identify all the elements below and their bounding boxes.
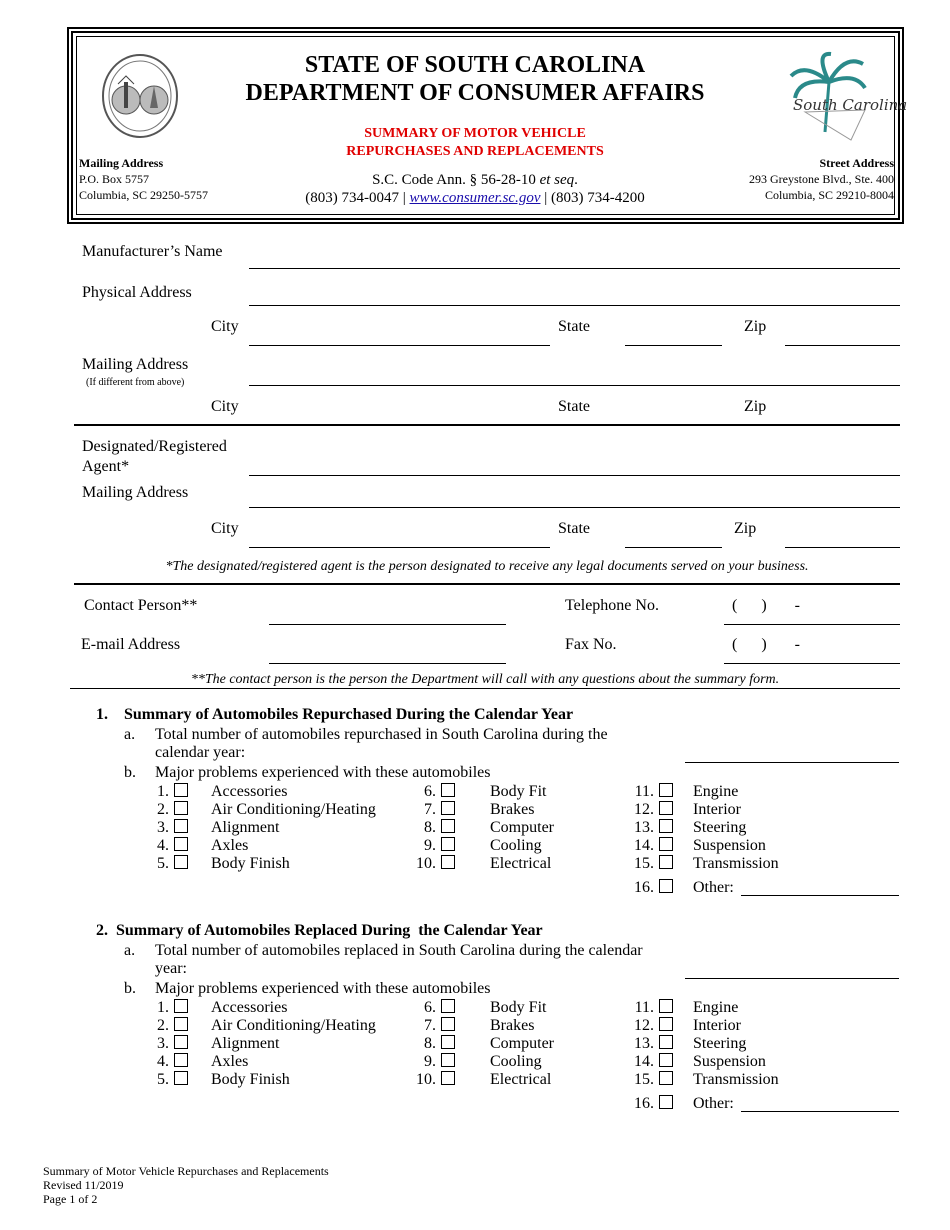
subtitle-line1: SUMMARY OF MOTOR VEHICLE <box>364 126 586 141</box>
problem-item <box>412 837 542 855</box>
problem-item <box>630 1035 747 1053</box>
problem-item <box>630 783 739 801</box>
mailing-address-note: (If different from above) <box>86 377 185 388</box>
section1-total-field[interactable] <box>685 762 899 763</box>
section1-problem-checkbox[interactable] <box>659 819 673 833</box>
fax-label: Fax No. <box>565 636 617 653</box>
state-label-1: State <box>558 318 590 335</box>
problem-label: Body Fit <box>490 783 547 800</box>
section1-problem-checkbox[interactable] <box>174 837 188 851</box>
mailing-address-block: Mailing Address P.O. Box 5757 Columbia, SC 29250-5757 <box>79 156 209 202</box>
problem-label: Suspension <box>693 1053 766 1070</box>
section2-b-text: Major problems experienced with these automobiles <box>155 980 491 997</box>
section1-problem-checkbox[interactable] <box>441 855 455 869</box>
problem-number: 13. <box>634 819 654 836</box>
problem-item <box>145 819 280 837</box>
problem-number: 12. <box>634 1017 654 1034</box>
section2-problem-checkbox[interactable] <box>659 1035 673 1049</box>
section2-problem-checkbox[interactable] <box>441 999 455 1013</box>
section2-problem-checkbox[interactable] <box>174 1053 188 1067</box>
zip-field-1[interactable] <box>785 345 900 346</box>
title-line2: DEPARTMENT OF CONSUMER AFFAIRS <box>245 80 705 106</box>
fax-format: ( ) - <box>732 636 800 653</box>
zip-label-3: Zip <box>734 520 757 537</box>
section1-problem-checkbox[interactable] <box>441 783 455 797</box>
city-field-3[interactable] <box>249 547 550 548</box>
section-divider-3 <box>70 688 900 689</box>
section1-problem-checkbox[interactable] <box>659 783 673 797</box>
problem-item <box>145 1071 290 1089</box>
section1-other-row: 16. Other: <box>634 879 734 896</box>
problem-item <box>412 819 554 837</box>
problem-item <box>145 999 288 1017</box>
zip-field-3[interactable] <box>785 547 900 548</box>
problem-label: Transmission <box>693 1071 779 1088</box>
problem-number: 11. <box>634 783 654 800</box>
agent-mailing-label: Mailing Address <box>82 484 189 501</box>
telephone-label: Telephone No. <box>565 597 659 614</box>
manufacturer-field[interactable] <box>249 268 900 269</box>
section2-other-row: 16. Other: <box>634 1095 734 1112</box>
problem-label: Steering <box>693 819 747 836</box>
problem-item <box>630 1017 741 1035</box>
problem-number: 6. <box>424 783 436 800</box>
problem-item <box>412 1035 554 1053</box>
section2-problems-col1 <box>145 999 376 1089</box>
consumer-affairs-logo-icon <box>785 52 908 142</box>
problem-label: Transmission <box>693 855 779 872</box>
section1-problem-checkbox[interactable] <box>174 801 188 815</box>
problem-item <box>145 801 376 819</box>
website-link[interactable]: www.consumer.sc.gov <box>409 190 541 206</box>
problem-number: 10. <box>416 855 436 872</box>
problem-label: Computer <box>490 819 554 836</box>
telephone-format: ( ) - <box>732 597 800 614</box>
problem-number: 2. <box>157 801 169 818</box>
problem-number: 7. <box>424 801 436 818</box>
section1-other-field[interactable] <box>741 895 899 896</box>
problem-item <box>630 999 739 1017</box>
section2-problems-col3 <box>630 999 779 1089</box>
problem-label: Accessories <box>211 999 288 1016</box>
problem-label: Computer <box>490 1035 554 1052</box>
problem-number: 1. <box>157 783 169 800</box>
problem-label: Engine <box>693 783 739 800</box>
page-footer: Summary of Motor Vehicle Repurchases and Replacements Revised 11/2019 Page 1 of 2 <box>43 1164 329 1206</box>
state-seal-icon <box>100 52 180 140</box>
problem-number: 14. <box>634 837 654 854</box>
section2-problem-checkbox[interactable] <box>441 1017 455 1031</box>
section2-b-label: b. <box>124 980 136 997</box>
agent-mailing-field[interactable] <box>249 507 900 508</box>
section2-a-text: Total number of automobiles replaced in South Carolina during the calendar year: <box>155 942 643 977</box>
problem-number: 15. <box>634 855 654 872</box>
section2-problem-checkbox[interactable] <box>174 999 188 1013</box>
problem-label: Alignment <box>211 1035 280 1052</box>
problem-item <box>145 855 290 873</box>
contact-person-field[interactable] <box>269 624 506 625</box>
section2-problem-checkbox[interactable] <box>441 1071 455 1085</box>
section2-problem-checkbox[interactable] <box>174 1071 188 1085</box>
section1-a-label: a. <box>124 726 136 743</box>
code-citation: S.C. Code Ann. § 56-28-10 et seq. <box>372 172 578 188</box>
problem-number: 3. <box>157 1035 169 1052</box>
problem-item <box>412 1017 535 1035</box>
problem-label: Accessories <box>211 783 288 800</box>
logo-text: South Carolina <box>793 96 908 114</box>
section2-checkbox-16[interactable] <box>659 1095 673 1109</box>
section1-problem-checkbox[interactable] <box>441 801 455 815</box>
contact-footnote: **The contact person is the person the Department will call with any questions about the summary form. <box>190 672 780 687</box>
problem-number: 8. <box>424 1035 436 1052</box>
problem-label: Air Conditioning/Heating <box>211 801 376 818</box>
problem-item <box>412 1071 552 1089</box>
section1-problem-checkbox[interactable] <box>174 819 188 833</box>
city-label-3: City <box>211 520 239 537</box>
section2-problems-col2 <box>412 999 554 1089</box>
city-field-1[interactable] <box>249 345 550 346</box>
physical-address-label: Physical Address <box>82 284 192 301</box>
city-label-1: City <box>211 318 239 335</box>
title-line1: STATE OF SOUTH CAROLINA <box>304 52 646 78</box>
problem-label: Interior <box>693 1017 741 1034</box>
section2-total-field[interactable] <box>685 978 899 979</box>
problem-number: 10. <box>416 1071 436 1088</box>
section-divider-1 <box>74 424 900 426</box>
problem-number: 7. <box>424 1017 436 1034</box>
problem-number: 5. <box>157 1071 169 1088</box>
section1-problem-checkbox[interactable] <box>441 837 455 851</box>
problem-item <box>630 855 779 873</box>
problem-number: 12. <box>634 801 654 818</box>
agent-footnote: *The designated/registered agent is the person designated to receive any legal documents served on your business. <box>165 559 809 574</box>
problem-number: 9. <box>424 1053 436 1070</box>
problem-label: Electrical <box>490 855 552 872</box>
section2-problem-checkbox[interactable] <box>441 1053 455 1067</box>
problem-label: Interior <box>693 801 741 818</box>
section2-problem-checkbox[interactable] <box>174 1035 188 1049</box>
problem-item <box>630 1071 779 1089</box>
problem-label: Steering <box>693 1035 747 1052</box>
problem-number: 13. <box>634 1035 654 1052</box>
section1-heading: Summary of Automobiles Repurchased During the Calendar Year <box>124 706 574 723</box>
manufacturer-label: Manufacturer’s Name <box>82 243 223 260</box>
state-field-3[interactable] <box>625 547 722 548</box>
problem-number: 6. <box>424 999 436 1016</box>
problem-item <box>412 801 535 819</box>
problem-item <box>630 819 747 837</box>
problem-number: 8. <box>424 819 436 836</box>
mailing-address-label: Mailing Address <box>82 356 189 373</box>
problem-label: Electrical <box>490 1071 552 1088</box>
problem-number: 9. <box>424 837 436 854</box>
problem-number: 11. <box>634 999 654 1016</box>
section2-a-label: a. <box>124 942 136 959</box>
problem-label: Air Conditioning/Heating <box>211 1017 376 1034</box>
problem-label: Cooling <box>490 837 542 854</box>
problem-number: 2. <box>157 1017 169 1034</box>
section1-problems-col2 <box>412 783 554 873</box>
problem-item <box>145 783 288 801</box>
problem-number: 15. <box>634 1071 654 1088</box>
section1-problem-checkbox[interactable] <box>659 801 673 815</box>
problem-item <box>145 1017 376 1035</box>
problem-label: Axles <box>211 837 249 854</box>
contact-line: (803) 734-0047 | www.consumer.sc.gov | (803) 734-4200 <box>305 190 645 206</box>
section2-number: 2. <box>96 922 108 939</box>
section1-b-label: b. <box>124 764 136 781</box>
section1-problems-col3 <box>630 783 779 873</box>
agent-label: Designated/Registered Agent* <box>82 438 227 475</box>
email-field[interactable] <box>269 663 506 664</box>
contact-person-label: Contact Person** <box>84 597 198 614</box>
problem-item <box>145 1035 280 1053</box>
problem-label: Cooling <box>490 1053 542 1070</box>
section1-problem-checkbox[interactable] <box>659 837 673 851</box>
section2-problem-checkbox[interactable] <box>174 1017 188 1031</box>
problem-number: 14. <box>634 1053 654 1070</box>
problem-item <box>412 999 547 1017</box>
section2-problem-checkbox[interactable] <box>659 1071 673 1085</box>
section2-problem-checkbox[interactable] <box>659 999 673 1013</box>
problem-label: Engine <box>693 999 739 1016</box>
section1-a-text: Total number of automobiles repurchased in South Carolina during the calendar year: <box>155 726 608 761</box>
zip-label-1: Zip <box>744 318 767 335</box>
city-label-2: City <box>211 398 239 415</box>
section2-heading: Summary of Automobiles Replaced During the Calendar Year <box>116 922 543 939</box>
section1-problem-checkbox[interactable] <box>659 855 673 869</box>
problem-item <box>145 837 249 855</box>
fax-field[interactable] <box>724 663 900 664</box>
problem-label: Body Finish <box>211 855 290 872</box>
problem-number: 1. <box>157 999 169 1016</box>
problem-label: Axles <box>211 1053 249 1070</box>
section-divider-2 <box>74 583 900 585</box>
problem-number: 4. <box>157 1053 169 1070</box>
email-label: E-mail Address <box>81 636 181 653</box>
section2-problem-checkbox[interactable] <box>659 1017 673 1031</box>
problem-number: 5. <box>157 855 169 872</box>
state-field-1[interactable] <box>625 345 722 346</box>
problem-label: Brakes <box>490 1017 535 1034</box>
problem-label: Brakes <box>490 801 535 818</box>
problem-item <box>630 801 741 819</box>
problem-label: Body Finish <box>211 1071 290 1088</box>
subtitle-line2: REPURCHASES AND REPLACEMENTS <box>346 144 604 159</box>
section1-problems-col1 <box>145 783 376 873</box>
problem-number: 3. <box>157 819 169 836</box>
section2-problem-checkbox[interactable] <box>659 1053 673 1067</box>
section1-problem-checkbox[interactable] <box>441 819 455 833</box>
mailing-address-field[interactable] <box>249 385 900 386</box>
problem-item <box>630 837 766 855</box>
section1-problem-checkbox[interactable] <box>174 855 188 869</box>
section1-b-text: Major problems experienced with these automobiles <box>155 764 491 781</box>
problem-item <box>412 1053 542 1071</box>
section2-other-field[interactable] <box>741 1111 899 1112</box>
problem-item <box>630 1053 766 1071</box>
telephone-field[interactable] <box>724 624 900 625</box>
section2-problem-checkbox[interactable] <box>441 1035 455 1049</box>
problem-label: Suspension <box>693 837 766 854</box>
agent-field[interactable] <box>249 475 900 476</box>
problem-item <box>145 1053 249 1071</box>
section1-problem-checkbox[interactable] <box>174 783 188 797</box>
zip-label-2: Zip <box>744 398 767 415</box>
street-address-block: Street Address 293 Greystone Blvd., Ste. 400 Columbia, SC 29210-8004 <box>749 156 894 202</box>
section1-number: 1. <box>96 706 108 723</box>
problem-label: Alignment <box>211 819 280 836</box>
problem-number: 4. <box>157 837 169 854</box>
problem-item <box>412 855 552 873</box>
state-label-2: State <box>558 398 590 415</box>
problem-item <box>412 783 547 801</box>
section1-checkbox-16[interactable] <box>659 879 673 893</box>
state-label-3: State <box>558 520 590 537</box>
physical-address-field[interactable] <box>249 305 900 306</box>
problem-label: Body Fit <box>490 999 547 1016</box>
